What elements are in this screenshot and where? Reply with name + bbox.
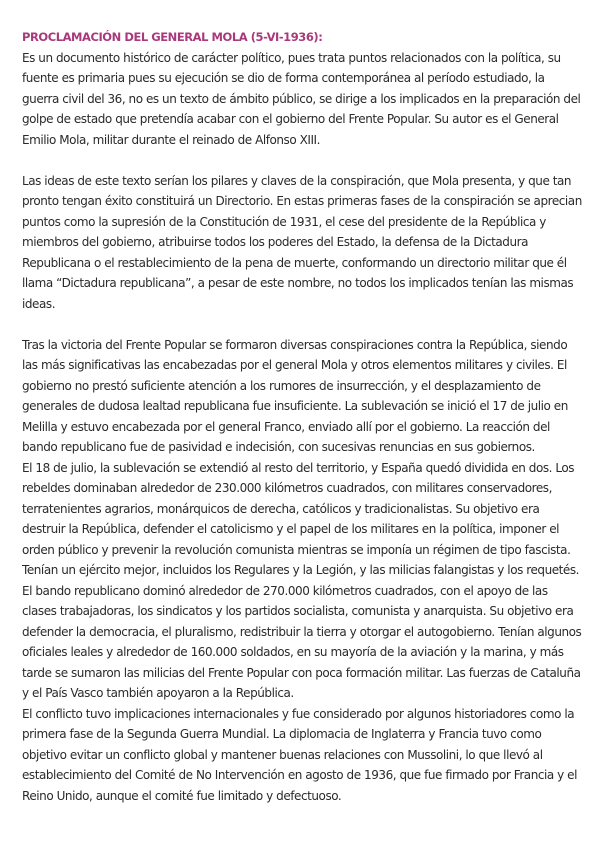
paragraph-intro: Es un documento histórico de carácter político, pues trata puntos relacionados con la política, su fuente es primaria pues su ejecución se dio de forma contemporánea al período estudiado, la guerra civil del 36, no es un texto de ámbito público, se dirige a los implicados en la preparación del golpe de estado que pretendía acabar con el gobierno del Frente Popular. Su autor es el General Emilio Mola, militar durante el reinado de Alfonso XIII. [22, 50, 581, 147]
paragraph-ideas: Las ideas de este texto serían los pilares y claves de la conspiración, que Mola presenta, y que tan pronto tengan éxito constituirá un Directorio. En estas primeras fases de la conspiración se aprecian puntos como la supresión de la Constitución de 1931, el cese del presidente de la República y miembros del gobierno, atribuirse todos los poderes del Estado, la defensa de la Dictadura Republicana o el restablecimiento de la pena de muerte, conformando un directorio militar que él llama “Dictadura republicana”, a pesar de este nombre, no todos los implicados tenían las mismas ideas. [22, 173, 582, 311]
document-heading: PROCLAMACIÓN DEL GENERAL MOLA (5-VI-1936): [22, 30, 323, 44]
document-body [22, 27, 582, 806]
paragraph-international: El conflicto tuvo implicaciones internacionales y fue considerado por algunos historiadores como la primera fase de la Segunda Guerra Mundial. La diplomacia de Inglaterra y Francia tuvo como objetivo evitar un conflicto global y mantener buenas relaciones con Mussolini, lo que llevó al establecimiento del Comité de No Intervención en agosto de 1936, que fue firmado por Francia y el Reino Unido, aunque el comité fue limitado y defectuoso. [22, 706, 577, 803]
paragraph-conspiracies: Tras la victoria del Frente Popular se formaron diversas conspiraciones contra la República, siendo las más significativas las encabezadas por el general Mola y otros elementos militares y civiles. El gobierno no prestó suficiente atención a los rumores de insurrección, y el desplazamiento de generales de dudosa lealtad republicana fue insuficiente. La sublevación se inició el 17 de julio en Melilla y estuvo encabezada por el general Franco, enviado allí por el gobierno. La reacción del bando republicano fue de pasividad e indecisión, con sucesivas renuncias en sus gobiernos. [22, 337, 568, 454]
paragraph-uprising: El 18 de julio, la sublevación se extendió al resto del territorio, y España quedó dividida en dos. Los rebeldes dominaban alrededor de 230.000 kilómetros cuadrados, con militares conservadores, terratenientes agrarios, monárquicos de derecha, católicos y tradicionalistas. Su objetivo era destruir la República, defender el catolicismo y el papel de los militares en la política, imponer el orden público y prevenir la revolución comunista mientras se imponía un régimen de tipo fascista. Tenían un ejército mejor, incluidos los Regulares y la Legión, y las milicias falangistas y los requetés. El bando republicano dominó alrededor de 270.000 kilómetros cuadrados, con el apoyo de las clases trabajadoras, los sindicatos y los partidos socialista, comunista y anarquista. Su objetivo era defender la democracia, el pluralismo, redistribuir la tierra y otorgar el autogobierno. Tenían algunos oficiales leales y alrededor de 160.000 soldados, en su mayoría de la aviación y la marina, y más tarde se sumaron las milicias del Frente Popular con poca formación militar. Las fuerzas de Cataluña y el País Vasco también apoyaron a la República. [22, 460, 582, 700]
